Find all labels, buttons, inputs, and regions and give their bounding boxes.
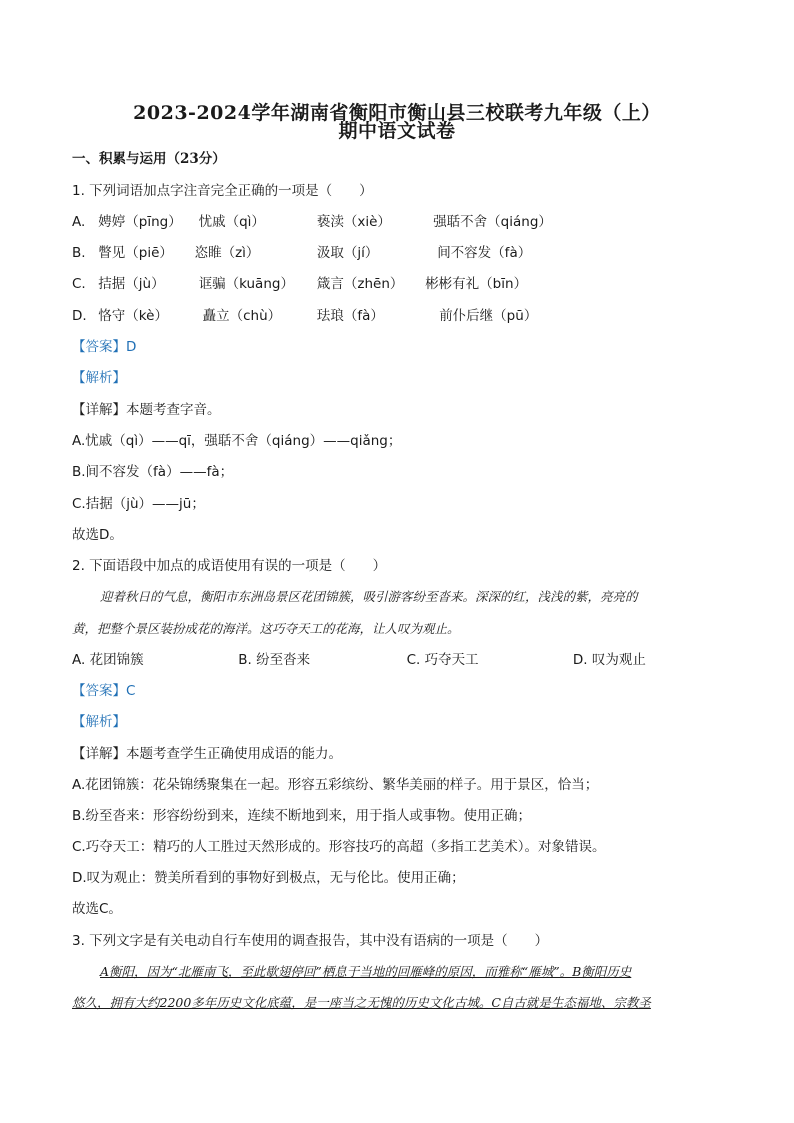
q1-option-a [72, 214, 552, 230]
option-item: 亵渎（xiè） [316, 214, 391, 230]
option-item: 间不容发（fà） [437, 245, 532, 261]
option-item: 彬彬有礼（bīn） [425, 276, 528, 292]
option-item: 诓骗（kuāng） [198, 276, 294, 292]
q1-option-b [72, 245, 531, 261]
q3-passage-line1: A衡阳，因为“北雁南飞，至此歇翅停回”栖息于当地的回雁峰的原因，而雅称“雁城”。B衡阳历史 [100, 964, 632, 979]
option-item: 前仆后继（pū） [439, 308, 538, 324]
option-item: 恣睢（zì） [194, 245, 260, 261]
section-title: 一、积累与运用（23分） [72, 151, 226, 167]
q2-detail: 【详解】本题考查学生正确使用成语的能力。 [72, 746, 342, 762]
q2-option-d: D. 叹为观止 [572, 652, 646, 668]
option-item: 珐琅（fà） [316, 308, 384, 324]
option-label: B. [72, 245, 86, 261]
q2-passage-line1: 迎着秋日的气息，衡阳市东洲岛景区花团锦簇，吸引游客纷至沓来。深深的红，浅浅的紫，亮亮的 [100, 589, 638, 604]
q3-passage-line2: 悠久，拥有大约2200多年历史文化底蕴，是一座当之无愧的历史文化古城。C自古就是生态福地、宗教圣 [72, 995, 651, 1010]
q2-conclusion: 故选C。 [72, 901, 122, 917]
option-item: 瞥见（piē） [98, 245, 173, 261]
option-item: 矗立（chù） [202, 308, 282, 324]
option-label: C. [72, 276, 86, 292]
option-item: 娉婷（pīng） [98, 214, 182, 230]
q2-analysis-line: A.花团锦簇：花朵锦绣聚集在一起。形容五彩缤纷、繁华美丽的样子。用于景区，恰当； [72, 777, 599, 793]
q1-option-c [72, 276, 527, 292]
exam-title-line1: 2023-2024学年湖南省衡阳市衡山县三校联考九年级（上） [133, 102, 661, 124]
q1-conclusion: 故选D。 [72, 527, 123, 543]
q1-analysis-line: B.间不容发（fà）——fà； [72, 464, 234, 480]
option-item: 忧戚（qì） [198, 214, 265, 230]
q2-option-c: C. 巧夺天工 [406, 652, 479, 668]
option-item: 恪守（kè） [98, 308, 168, 324]
q2-analysis-line: C.巧夺天工：精巧的人工胜过天然形成的。形容技巧的高超（多指工艺美术）。对象错误。 [72, 839, 606, 855]
q1-option-d [72, 308, 537, 324]
q2-analysis-line: B.纷至沓来：形容纷纷到来，连续不断地到来，用于指人或事物。使用正确； [72, 808, 532, 824]
q2-stem: 2. 下面语段中加点的成语使用有误的一项是（ ） [72, 558, 387, 574]
q3-stem: 3. 下列文字是有关电动自行车使用的调查报告，其中没有语病的一项是（ ） [72, 933, 549, 949]
option-item: 强聒不舍（qiáng） [433, 214, 552, 230]
option-item: 汲取（jí） [316, 245, 379, 261]
q2-passage-line2: 黄，把整个景区装扮成花的海洋。这巧夺天工的花海，让人叹为观止。 [72, 621, 460, 636]
option-item: 箴言（zhēn） [316, 276, 404, 292]
option-item: 拮据（jù） [98, 276, 165, 292]
q2-options [72, 652, 646, 668]
q1-answer: 【答案】D [72, 339, 137, 355]
q2-option-a: A. 花团锦簇 [72, 652, 144, 668]
q2-analysis-line: D.叹为观止：赞美所看到的事物好到极点，无与伦比。使用正确； [72, 870, 465, 886]
q2-option-b: B. 纷至沓来 [238, 652, 311, 668]
q1-analysis-line: A.忧戚（qì）——qī，强聒不舍（qiáng）——qiǎng； [72, 433, 402, 449]
q1-stem: 1. 下列词语加点字注音完全正确的一项是（ ） [72, 183, 373, 199]
exam-title-line2: 期中语文试卷 [338, 120, 456, 142]
option-label: A. [72, 214, 86, 230]
q2-analysis-label: 【解析】 [72, 714, 126, 730]
q1-analysis-label: 【解析】 [72, 370, 126, 386]
q1-detail: 【详解】本题考查字音。 [72, 402, 221, 418]
q2-answer: 【答案】C [72, 683, 136, 699]
q1-analysis-line: C.拮据（jù）——jū； [72, 496, 205, 512]
option-label: D. [72, 308, 87, 324]
